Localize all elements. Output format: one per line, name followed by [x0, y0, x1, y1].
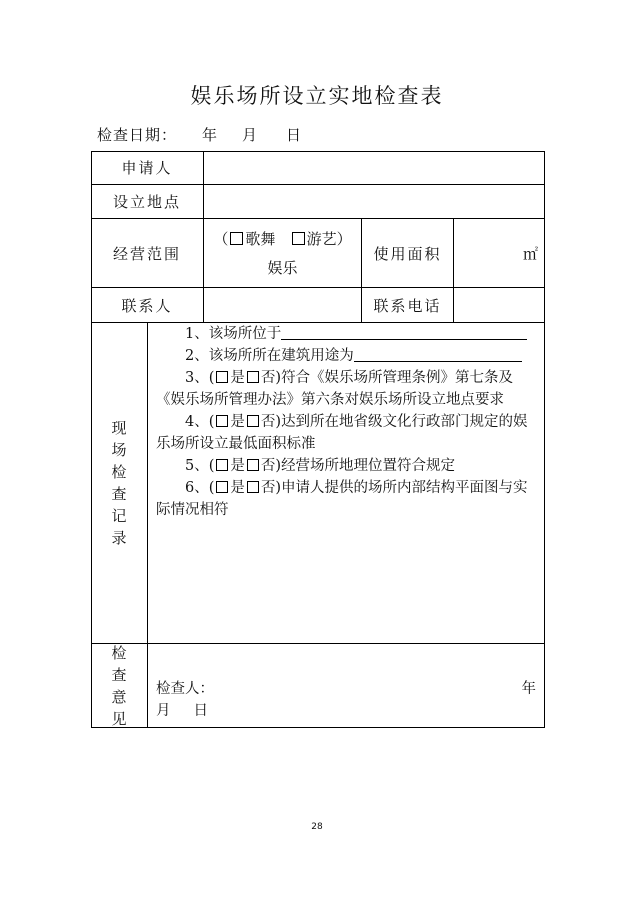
item-6-yes-checkbox[interactable]	[216, 481, 228, 493]
record-item-3-prefix: 3、(	[185, 370, 215, 386]
item-3-yes-label: 是	[230, 370, 245, 386]
item-3-yes-checkbox[interactable]	[216, 371, 228, 383]
scope-option-line	[213, 228, 351, 249]
record-label-char: 检	[111, 463, 127, 481]
area-unit: ㎡	[522, 244, 538, 263]
item-4-yes-label: 是	[230, 414, 245, 430]
contact-label: 联系人	[91, 288, 204, 323]
item-4-no-checkbox[interactable]	[247, 415, 259, 427]
business-scope-options	[204, 219, 362, 288]
record-item-1-text: 1、该场所位于	[185, 326, 282, 342]
scope-option-amusement: 游艺）	[306, 230, 352, 248]
record-item-1-blank[interactable]	[281, 323, 527, 340]
area-label: 使用面积	[362, 219, 454, 288]
record-item-2-text: 2、该场所所在建筑用途为	[185, 348, 354, 364]
item-5-no-checkbox[interactable]	[247, 459, 259, 471]
record-item-4-prefix: 4、(	[185, 414, 215, 430]
record-item-1	[156, 323, 527, 345]
inspector-row	[156, 678, 536, 700]
item-5-yes-label: 是	[230, 458, 245, 474]
record-item-2-blank[interactable]	[354, 345, 522, 362]
onsite-record-label	[91, 323, 148, 644]
record-label-char: 现	[111, 419, 127, 437]
record-item-4-text: 达到所在地省级文化行政部门规定的娱乐场所设立最低面积标准	[156, 414, 528, 452]
record-item-3-text: 符合《娱乐场所管理条例》第七条及《娱乐场所管理办法》第六条对娱乐场所设立地点要求	[156, 370, 514, 408]
contact-field[interactable]	[204, 288, 362, 323]
opinion-month-label: 月	[156, 703, 171, 719]
record-item-5-text: 经营场所地理位置符合规定	[281, 458, 456, 474]
scope-option-singing-dancing: 歌舞	[245, 230, 276, 248]
item-5-no-label: 否)	[260, 458, 282, 474]
page-number: 28	[311, 822, 323, 832]
scope-entertainment-text: 娱乐	[267, 259, 298, 277]
date-year-label: 年	[202, 126, 219, 144]
opinion-label-char: 查	[111, 665, 127, 684]
date-day-label: 日	[286, 126, 303, 144]
item-3-no-label: 否)	[260, 370, 282, 386]
opinion-label-char: 见	[111, 709, 127, 728]
record-item-6	[156, 477, 538, 521]
scope-open-paren: （	[213, 230, 229, 248]
item-4-yes-checkbox[interactable]	[216, 415, 228, 427]
opinion-year-label: 年	[521, 681, 536, 697]
item-6-no-checkbox[interactable]	[247, 481, 259, 493]
item-6-no-label: 否)	[260, 480, 282, 496]
location-field[interactable]	[204, 185, 545, 219]
item-3-no-checkbox[interactable]	[247, 371, 259, 383]
record-label-char: 查	[111, 485, 127, 503]
record-item-4	[156, 411, 538, 455]
record-item-2	[156, 345, 522, 367]
record-label-char: 记	[111, 507, 127, 525]
record-item-5	[156, 455, 455, 477]
item-5-yes-checkbox[interactable]	[216, 459, 228, 471]
record-item-3	[156, 367, 538, 411]
record-item-5-prefix: 5、(	[185, 458, 215, 474]
opinion-label-char: 检	[111, 643, 127, 662]
record-label-char: 场	[111, 441, 127, 459]
record-item-6-text: 申请人提供的场所内部结构平面图与实际情况相符	[156, 480, 528, 518]
business-scope-label: 经营范围	[91, 219, 204, 288]
item-4-no-label: 否)	[260, 414, 282, 430]
scope-checkbox-amusement[interactable]	[292, 232, 305, 245]
form-title: 娱乐场所设立实地检查表	[190, 84, 444, 108]
area-field[interactable]	[454, 219, 545, 288]
location-label: 设立地点	[91, 185, 204, 219]
inspection-date-line	[97, 124, 302, 145]
scope-checkbox-singing-dancing[interactable]	[230, 232, 243, 245]
onsite-record-content	[148, 323, 545, 644]
inspection-opinion-label	[91, 644, 148, 728]
inspector-label: 检查人：	[156, 681, 214, 697]
inspection-date-label: 检查日期：	[97, 126, 178, 144]
opinion-date-row	[156, 700, 208, 722]
phone-field[interactable]	[454, 288, 545, 323]
date-month-label: 月	[242, 126, 259, 144]
opinion-label-char: 意	[111, 687, 127, 706]
opinion-day-label: 日	[193, 703, 209, 719]
applicant-label: 申请人	[91, 151, 204, 185]
phone-label: 联系电话	[362, 288, 454, 323]
inspection-opinion-content[interactable]	[148, 644, 545, 728]
record-label-char: 录	[111, 529, 127, 547]
record-item-6-prefix: 6、(	[185, 480, 215, 496]
applicant-field[interactable]	[204, 151, 545, 185]
item-6-yes-label: 是	[230, 480, 245, 496]
